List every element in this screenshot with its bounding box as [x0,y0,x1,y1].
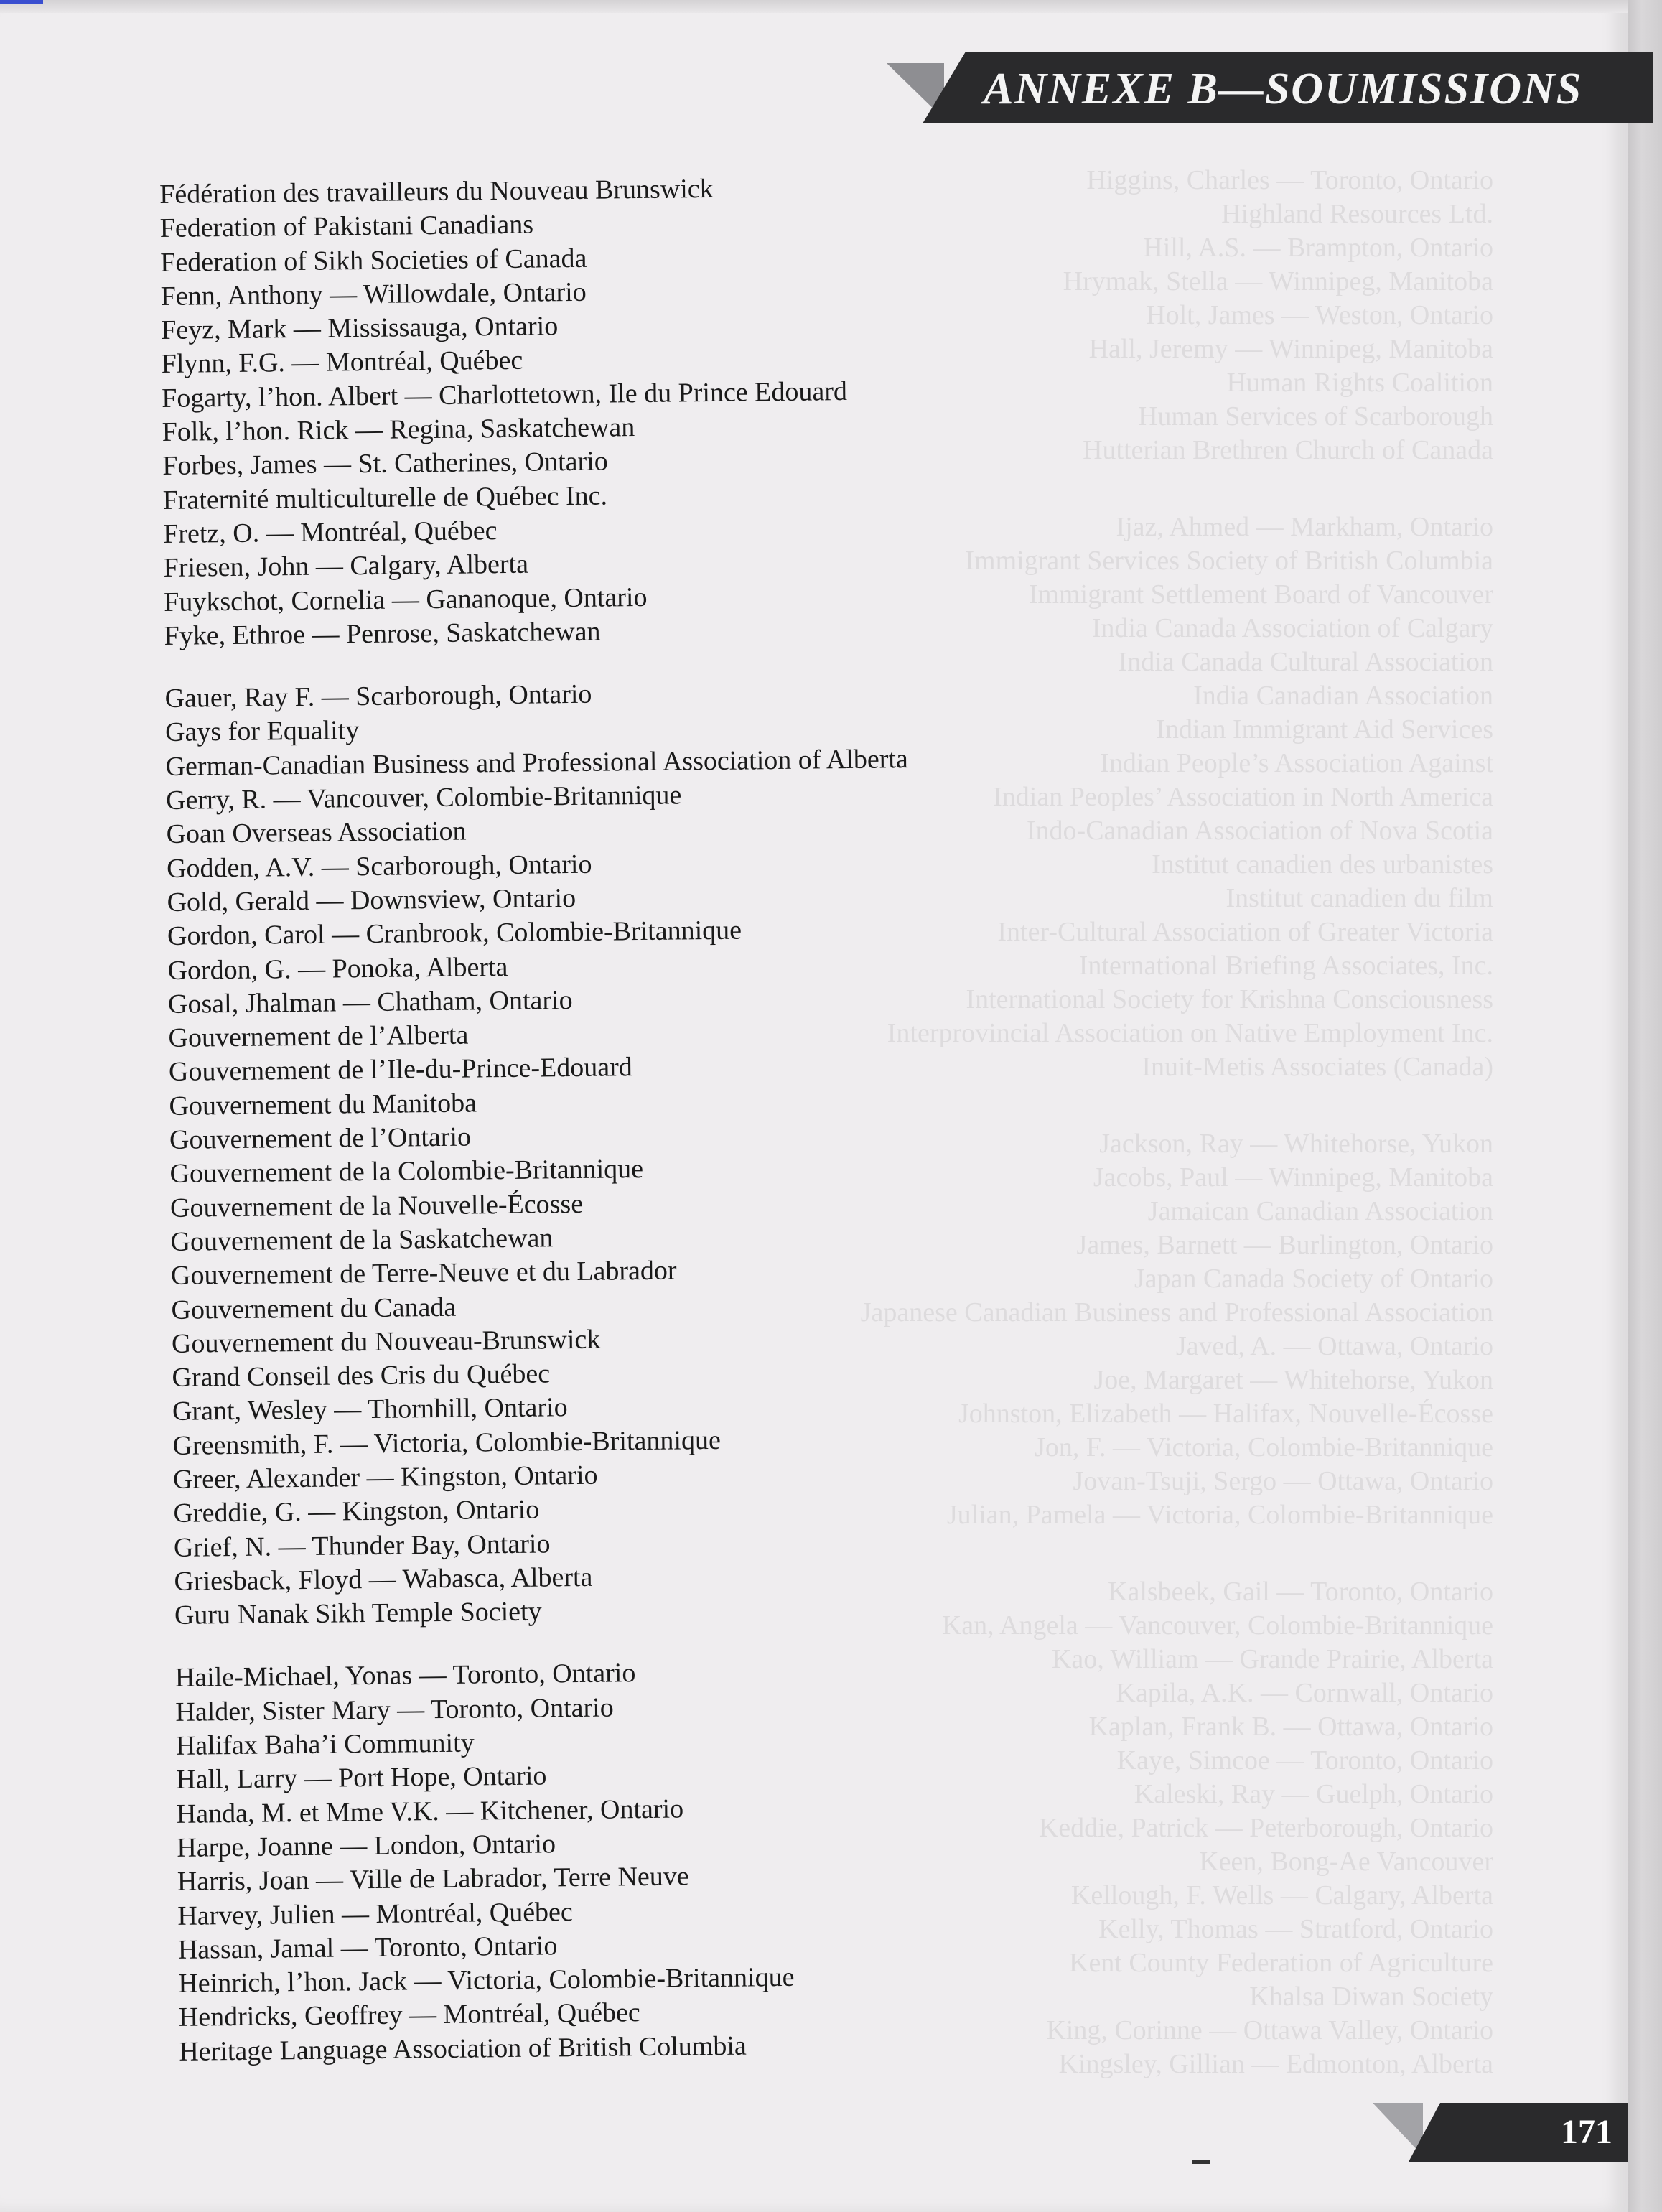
list-entry: Gerry, R. — Vancouver, Colombie-Britannique [165,780,682,816]
bleed-through-line: Japan Canada Society of Ontario [1134,1264,1493,1294]
list-entry: Gold, Gerald — Downsview, Ontario [167,882,576,918]
list-entry: Greensmith, F. — Victoria, Colombie-Britannique [172,1424,722,1461]
list-entry: Gays for Equality [164,715,360,748]
folio-wedge [1373,2103,1423,2156]
bleed-through-line: Joe, Margaret — Whitehorse, Yukon [1093,1365,1493,1395]
bleed-through-line: Institut canadien du film [1226,883,1493,913]
list-entry: Grand Conseil des Cris du Québec [172,1358,551,1394]
list-entry: Heritage Language Association of British Columbia [179,2030,747,2067]
list-entry: Heinrich, l’hon. Jack — Victoria, Colombie-Britannique [178,1962,795,1999]
bleed-through-line: Immigrant Services Society of British Columbia [965,546,1493,576]
list-entry: Gouvernement de l’Ile-du-Prince-Edouard [168,1052,632,1088]
page-number: 171 [1561,2113,1612,2151]
list-entry: Forbes, James — St. Catherines, Ontario [162,446,608,482]
list-entry: Folk, l’hon. Rick — Regina, Saskatchewan [162,412,635,448]
bleed-through-line: Hill, A.S. — Brampton, Ontario [1143,233,1493,263]
entry-group [175,1653,1041,2069]
list-entry: Fenn, Anthony — Willowdale, Ontario [160,276,587,312]
bleed-through-line: Jackson, Ray — Whitehorse, Yukon [1099,1129,1493,1159]
list-entry: Gosal, Jhalman — Chatham, Ontario [167,984,573,1019]
bleed-through-line: Kao, William — Grande Prairie, Alberta [1051,1644,1493,1674]
bleed-through-line: Inuit-Metis Associates (Canada) [1142,1052,1493,1082]
bleed-through-line: Kaplan, Frank B. — Ottawa, Ontario [1088,1712,1493,1742]
list-entry: Halifax Baha’i Community [175,1727,475,1761]
list-entry: Gouvernement du Canada [171,1292,457,1325]
running-header: ANNEXE B—SOUMISSIONS [984,65,1583,113]
list-entry: German-Canadian Business and Professional Association of Alberta [165,743,908,782]
list-entry: Gouvernement de la Nouvelle-Écosse [169,1188,584,1223]
list-entry: Friesen, John — Calgary, Alberta [163,549,529,584]
list-entry: Hendricks, Geoffrey — Montréal, Québec [178,1997,640,2033]
list-entry: Guru Nanak Sikh Temple Society [174,1596,542,1631]
bleed-through-line: Jamaican Canadian Association [1147,1196,1493,1226]
scan-blue-mark [0,0,43,4]
bleed-through-line: International Briefing Associates, Inc. [1078,951,1493,981]
list-entry: Gouvernement de Terre-Neuve et du Labrador [170,1255,677,1292]
bleed-through-line: Indian Immigrant Aid Services [1156,714,1493,745]
bleed-through-line: Khalsa Diwan Society [1249,1982,1493,2012]
list-entry: Fretz, O. — Montréal, Québec [162,515,498,549]
bleed-through-line: Hall, Jeremy — Winnipeg, Manitoba [1088,334,1493,364]
list-entry: Gouvernement de l’Ontario [169,1121,472,1155]
list-entry: Haile-Michael, Yonas — Toronto, Ontario [174,1658,636,1694]
list-entry: Halder, Sister Mary — Toronto, Ontario [175,1692,614,1727]
list-entry: Godden, A.V. — Scarborough, Ontario [166,849,592,884]
bleed-through-line: Interprovincial Association on Native Employment Inc. [887,1018,1493,1048]
bleed-through-line: Kingsley, Gillian — Edmonton, Alberta [1058,2049,1493,2079]
bleed-through-line: Hrymak, Stella — Winnipeg, Manitoba [1063,266,1493,297]
bleed-through-line: Institut canadien des urbanistes [1152,849,1493,879]
list-entry: Fyke, Ethroe — Penrose, Saskatchewan [164,616,601,651]
entry-group [159,169,1026,653]
bleed-through-line: Higgins, Charles — Toronto, Ontario [1086,165,1493,195]
list-entry: Federation of Pakistani Canadians [159,209,534,244]
bleed-through-line: Kent County Federation of Agriculture [1069,1948,1493,1978]
list-entry: Harris, Joan — Ville de Labrador, Terre Neuve [177,1861,689,1898]
bleed-through-line: Immigrant Settlement Board of Vancouver [1028,579,1493,610]
list-entry: Feyz, Mark — Mississauga, Ontario [161,311,559,346]
bleed-through-line: Hutterian Brethren Church of Canada [1083,435,1493,465]
bleed-through-line: Javed, A. — Ottawa, Ontario [1175,1331,1493,1361]
list-entry: Gouvernement du Nouveau-Brunswick [171,1324,601,1359]
submission-list [159,169,1041,2068]
list-entry: Grant, Wesley — Thornhill, Ontario [172,1392,568,1427]
list-entry: Gauer, Ray F. — Scarborough, Ontario [164,678,592,714]
bleed-through-line: India Canada Association of Calgary [1091,613,1493,643]
bleed-through-line: Kaye, Simcoe — Toronto, Ontario [1116,1745,1493,1775]
bleed-through-line: Indo-Canadian Association of Nova Scotia [1026,816,1493,846]
bleed-through-line: India Canadian Association [1193,681,1493,711]
bleed-through-line: Jacobs, Paul — Winnipeg, Manitoba [1093,1162,1493,1193]
list-entry: Fraternité multiculturelle de Québec Inc. [162,480,608,515]
bleed-through-line: Jon, F. — Victoria, Colombie-Britannique [1035,1432,1493,1462]
list-entry: Harpe, Joanne — London, Ontario [177,1829,556,1863]
list-entry: Gouvernement de l’Alberta [168,1019,469,1054]
list-entry: Gouvernement de la Colombie-Britannique [169,1154,644,1190]
bleed-through-line: Kan, Angela — Vancouver, Colombie-Britannique [941,1610,1493,1641]
list-entry: Gouvernement du Manitoba [169,1088,477,1121]
bleed-through-line: Indian People’s Association Against [1100,748,1493,778]
bleed-through-line: Indian Peoples’ Association in North America [993,782,1493,812]
list-entry: Gordon, Carol — Cranbrook, Colombie-Britannique [167,915,742,952]
list-entry: Gouvernement de la Saskatchewan [170,1223,554,1257]
list-entry: Federation of Sikh Societies of Canada [160,243,587,278]
bleed-through-line: King, Corinne — Ottawa Valley, Ontario [1046,2015,1493,2045]
list-entry: Gordon, G. — Ponoka, Alberta [167,951,508,986]
bleed-through-line: India Canada Cultural Association [1118,647,1493,677]
bleed-through-line: Human Rights Coalition [1226,368,1493,398]
list-entry: Greer, Alexander — Kingston, Ontario [172,1460,598,1495]
bleed-through-line: Julian, Pamela — Victoria, Colombie-Britannique [946,1500,1493,1530]
list-entry: Flynn, F.G. — Montréal, Québec [161,345,523,380]
bleed-through-line: Kapila, A.K. — Cornwall, Ontario [1116,1678,1493,1708]
list-entry: Grief, N. — Thunder Bay, Ontario [173,1528,551,1563]
entry-group [164,673,1036,1633]
list-entry: Fogarty, l’hon. Albert — Charlottetown, Ile du Prince Edouard [161,375,848,414]
list-entry: Greddie, G. — Kingston, Ontario [173,1494,540,1529]
bleed-through-line: International Society for Krishna Consciousness [966,984,1493,1014]
scan-top-edge [0,0,1628,13]
list-entry: Hassan, Jamal — Toronto, Ontario [177,1931,558,1965]
bleed-through-line: Inter-Cultural Association of Greater Victoria [997,917,1493,947]
list-entry: Fédération des travailleurs du Nouveau Brunswick [159,173,714,210]
bleed-through-line: Holt, James — Weston, Ontario [1146,300,1493,330]
list-entry: Harvey, Julien — Montréal, Québec [177,1896,574,1931]
list-entry: Goan Overseas Association [166,816,467,850]
bleed-through-line: Highland Resources Ltd. [1221,199,1493,229]
bleed-through-line: Keddie, Patrick — Peterborough, Ontario [1038,1813,1493,1843]
list-entry: Handa, M. et Mme V.K. — Kitchener, Ontario [176,1793,684,1829]
page-edge [1628,0,1662,2212]
bleed-through-line: Kellough, F. Wells — Calgary, Alberta [1070,1880,1493,1910]
list-entry: Griesback, Floyd — Wabasca, Alberta [174,1562,593,1597]
scan-speck [1192,2160,1210,2164]
bleed-through-line: Human Services of Scarborough [1138,401,1493,431]
bleed-through-line: Kaleski, Ray — Guelph, Ontario [1134,1779,1493,1809]
bleed-through-line: Johnston, Elizabeth — Halifax, Nouvelle-Écosse [958,1399,1493,1429]
bleed-through-line: Kelly, Thomas — Stratford, Ontario [1098,1914,1493,1944]
list-entry: Hall, Larry — Port Hope, Ontario [176,1760,547,1796]
list-entry: Fuykschot, Cornelia — Gananoque, Ontario [163,582,648,617]
bleed-through-line: Ijaz, Ahmed — Markham, Ontario [1116,512,1493,542]
bleed-through-line: Keen, Bong-Ae Vancouver [1199,1847,1493,1877]
bleed-through-line: Japanese Canadian Business and Professional Association [860,1297,1493,1327]
bleed-through-line: James, Barnett — Burlington, Ontario [1076,1230,1493,1260]
bleed-through-line: Kalsbeek, Gail — Toronto, Ontario [1108,1577,1493,1607]
bleed-through-line: Jovan-Tsuji, Sergo — Ottawa, Ontario [1073,1466,1493,1496]
